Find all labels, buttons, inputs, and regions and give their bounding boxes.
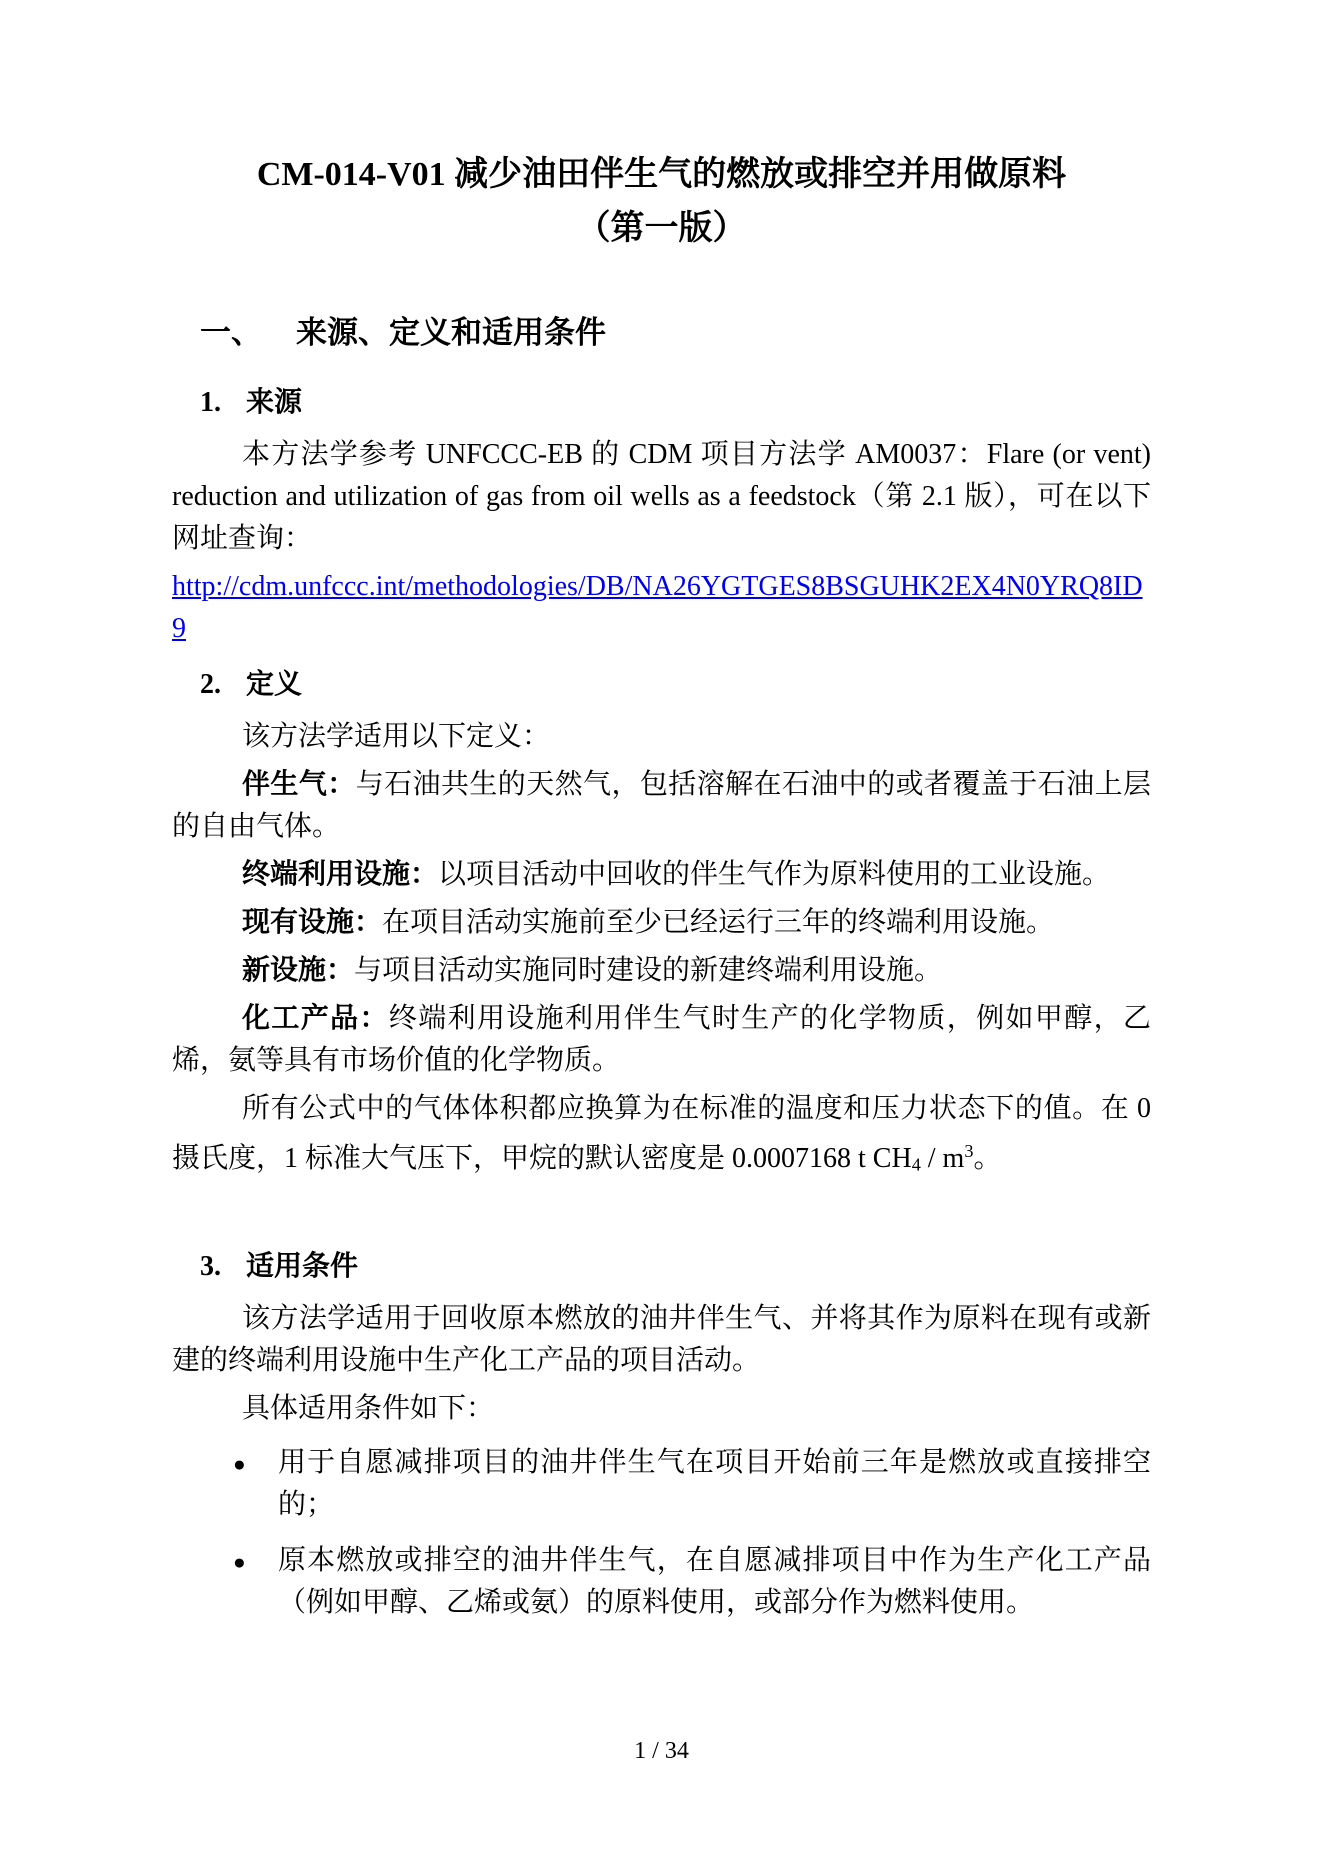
list-item (233, 1442, 1151, 1526)
definition-term: 现有设施： (242, 907, 383, 938)
list-item-text: 用于自愿减排项目的油井伴生气在项目开始前三年是燃放或直接排空的； (278, 1446, 1151, 1520)
definition-term: 新设施： (242, 955, 355, 986)
definition-text: 与石油共生的天然气，包括溶解在石油中的或者覆盖于石油上层的自由气体。 (172, 769, 1151, 842)
definition-item (172, 902, 1151, 944)
subsection-heading-source (172, 382, 1151, 424)
definition-text: 与项目活动实施同时建设的新建终端利用设施。 (354, 955, 943, 986)
subsection-number: 3. (200, 1250, 221, 1282)
subsection-number: 2. (200, 669, 221, 700)
source-intro-paragraph: 本方法学参考 UNFCCC-EB 的 CDM 项目方法学 AM0037：Flare (or vent) reduction and utilization of gas from oil wells as a feedstock（第 2.1 版），可在以下网址查询： (172, 439, 1151, 554)
applicability-conditions-list (172, 1442, 1151, 1624)
page-content (172, 0, 1151, 1638)
definitions-intro-paragraph: 该方法学适用以下定义： (242, 721, 551, 752)
document-title (172, 148, 1151, 256)
definition-item (172, 950, 1151, 992)
page-number: 1 / 34 (634, 1738, 689, 1764)
definition-term: 终端利用设施： (242, 859, 439, 890)
list-item-text: 原本燃放或排空的油井伴生气，在自愿减排项目中作为生产化工产品（例如甲醇、乙烯或氨）的原料使用，或部分作为燃料使用。 (278, 1544, 1151, 1618)
document-title-line2: （第一版） (576, 210, 747, 247)
subsection-heading-definitions (172, 664, 1151, 706)
section-number: 一、 (200, 315, 262, 350)
methodology-link-paragraph (172, 566, 1151, 650)
definition-text: 在项目活动实施前至少已经运行三年的终端利用设施。 (382, 907, 1055, 938)
document-title-line1: CM-014-V01 减少油田伴生气的燃放或排空并用做原料 (256, 156, 1067, 193)
definition-item (172, 854, 1151, 896)
note-text: 所有公式中的气体体积都应换算为在标准的温度和压力状态下的值。在 0 摄氏度，1 标准大气压下，甲烷的默认密度是 0.0007168 t CH (172, 1093, 1151, 1174)
subsection-title: 适用条件 (246, 1250, 359, 1282)
standard-conditions-paragraph (172, 1088, 1151, 1186)
list-item (233, 1540, 1151, 1624)
subsection-title: 来源 (246, 387, 303, 418)
note-text: / m (920, 1143, 965, 1174)
cubic-meter-superscript: 3 (964, 1141, 974, 1161)
definition-text: 以项目活动中回收的伴生气作为原料使用的工业设施。 (438, 859, 1111, 890)
bullet-icon: ● (233, 1549, 246, 1574)
applicability-conditions-lead: 具体适用条件如下： (242, 1392, 495, 1424)
definition-item (172, 764, 1151, 848)
section-heading-sources-definitions (172, 310, 1151, 356)
ch4-subscript: 4 (911, 1154, 921, 1175)
note-text: 。 (973, 1143, 1002, 1174)
subsection-title: 定义 (246, 669, 303, 700)
definition-item (172, 998, 1151, 1082)
definition-term: 伴生气： (242, 769, 356, 800)
subsection-number: 1. (200, 387, 221, 418)
subsection-heading-applicability (172, 1246, 1151, 1288)
bullet-icon: ● (233, 1451, 246, 1476)
methodology-link[interactable]: http://cdm.unfccc.int/methodologies/DB/NA26YGTGES8BSGUHK2EX4N0YRQ8ID9 (172, 571, 1143, 644)
definition-text: 终端利用设施利用伴生气时生产的化学物质，例如甲醇，乙烯，氨等具有市场价值的化学物质。 (172, 1003, 1151, 1076)
applicability-paragraph: 该方法学适用于回收原本燃放的油井伴生气、并将其作为原料在现有或新建的终端利用设施中生产化工产品的项目活动。 (172, 1302, 1151, 1376)
definition-term: 化工产品： (242, 1003, 389, 1034)
section-title: 来源、定义和适用条件 (296, 315, 606, 350)
